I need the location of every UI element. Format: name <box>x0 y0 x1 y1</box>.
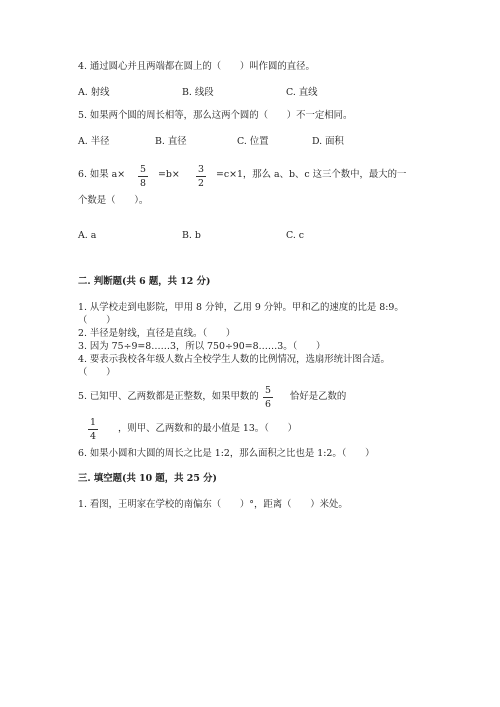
judge-q5-part2: 恰好是乙数的 <box>290 391 347 402</box>
q6-fraction-1 <box>136 165 150 189</box>
judge-q3: 3. 因为 75÷9=8……3，所以 750÷90=8……3。（ ） <box>78 341 326 352</box>
q6-fraction-1-numerator: 5 <box>140 164 146 175</box>
q6-fraction-2-numerator: 3 <box>198 164 204 175</box>
q6-fraction-1-denominator: 8 <box>140 178 146 190</box>
judge-q5-part3: ，则甲、乙两数和的最小值是 13。（ ） <box>118 423 297 434</box>
q4-option-a[interactable]: A. 射线 <box>78 87 110 98</box>
q5-option-d[interactable]: D. 面积 <box>312 136 344 147</box>
judge-q5-part1: 5. 已知甲、乙两数都是正整数，如果甲数的 <box>78 391 259 402</box>
section-2-title: 二. 判断题(共 6 题，共 12 分) <box>78 276 211 287</box>
judge-q5-fraction-2-denominator: 4 <box>90 431 96 443</box>
q5-option-b[interactable]: B. 直径 <box>155 136 187 147</box>
fraction-bar <box>196 176 206 177</box>
q5-option-a[interactable]: A. 半径 <box>78 136 110 147</box>
judge-q4-line1: 4. 要表示我校各年级人数占全校学生人数的比例情况，选扇形统计图合适。 <box>78 354 390 365</box>
judge-q6: 6. 如果小圆和大圆的周长之比是 1:2，那么面积之比也是 1:2。（ ） <box>78 448 375 459</box>
q6-text-part3: =c×1，那么 a、b、c 这三个数中，最大的一 <box>216 169 407 180</box>
q6-fraction-2-denominator: 2 <box>198 178 204 190</box>
judge-q5-fraction-1-numerator: 5 <box>265 385 271 396</box>
judge-q1-line1: 1. 从学校走到电影院，甲用 8 分钟，乙用 9 分钟。甲和乙的速度的比是 8:9。 <box>78 302 404 313</box>
q6-option-a[interactable]: A. a <box>78 230 97 241</box>
q6-option-c[interactable]: C. c <box>286 230 305 241</box>
q6-fraction-2 <box>194 165 208 189</box>
judge-q2: 2. 半径是射线，直径是直线。（ ） <box>78 328 236 339</box>
q5-option-c[interactable]: C. 位置 <box>237 136 269 147</box>
q5-stem: 5. 如果两个圆的周长相等，那么这两个圆的（ ）不一定相同。 <box>78 110 353 121</box>
fraction-bar <box>88 429 98 430</box>
fraction-bar <box>263 397 273 398</box>
judge-q1-answer-blank[interactable]: （ ） <box>78 315 116 326</box>
judge-q5-fraction-1 <box>261 386 275 410</box>
judge-q5-fraction-1-denominator: 6 <box>265 399 271 411</box>
q6-text-line2: 个数是（ ）。 <box>78 195 149 206</box>
judge-q5-fraction-2-numerator: 1 <box>90 417 96 428</box>
fraction-bar <box>138 176 148 177</box>
q6-text-part1: 6. 如果 a× <box>78 169 126 180</box>
judge-q5-fraction-2 <box>86 418 100 442</box>
q4-option-b[interactable]: B. 线段 <box>182 87 214 98</box>
q6-text-part2: =b× <box>158 169 180 180</box>
section-3-title: 三. 填空题(共 10 题，共 25 分) <box>78 473 217 484</box>
judge-q4-answer-blank[interactable]: （ ） <box>78 367 116 378</box>
q6-option-b[interactable]: B. b <box>182 230 201 241</box>
fill-q1: 1. 看图，王明家在学校的南偏东（ ）°，距离（ ）米处。 <box>78 499 348 510</box>
q4-stem: 4. 通过圆心并且两端都在圆上的（ ）叫作圆的直径。 <box>78 61 315 72</box>
q4-option-c[interactable]: C. 直线 <box>286 87 318 98</box>
